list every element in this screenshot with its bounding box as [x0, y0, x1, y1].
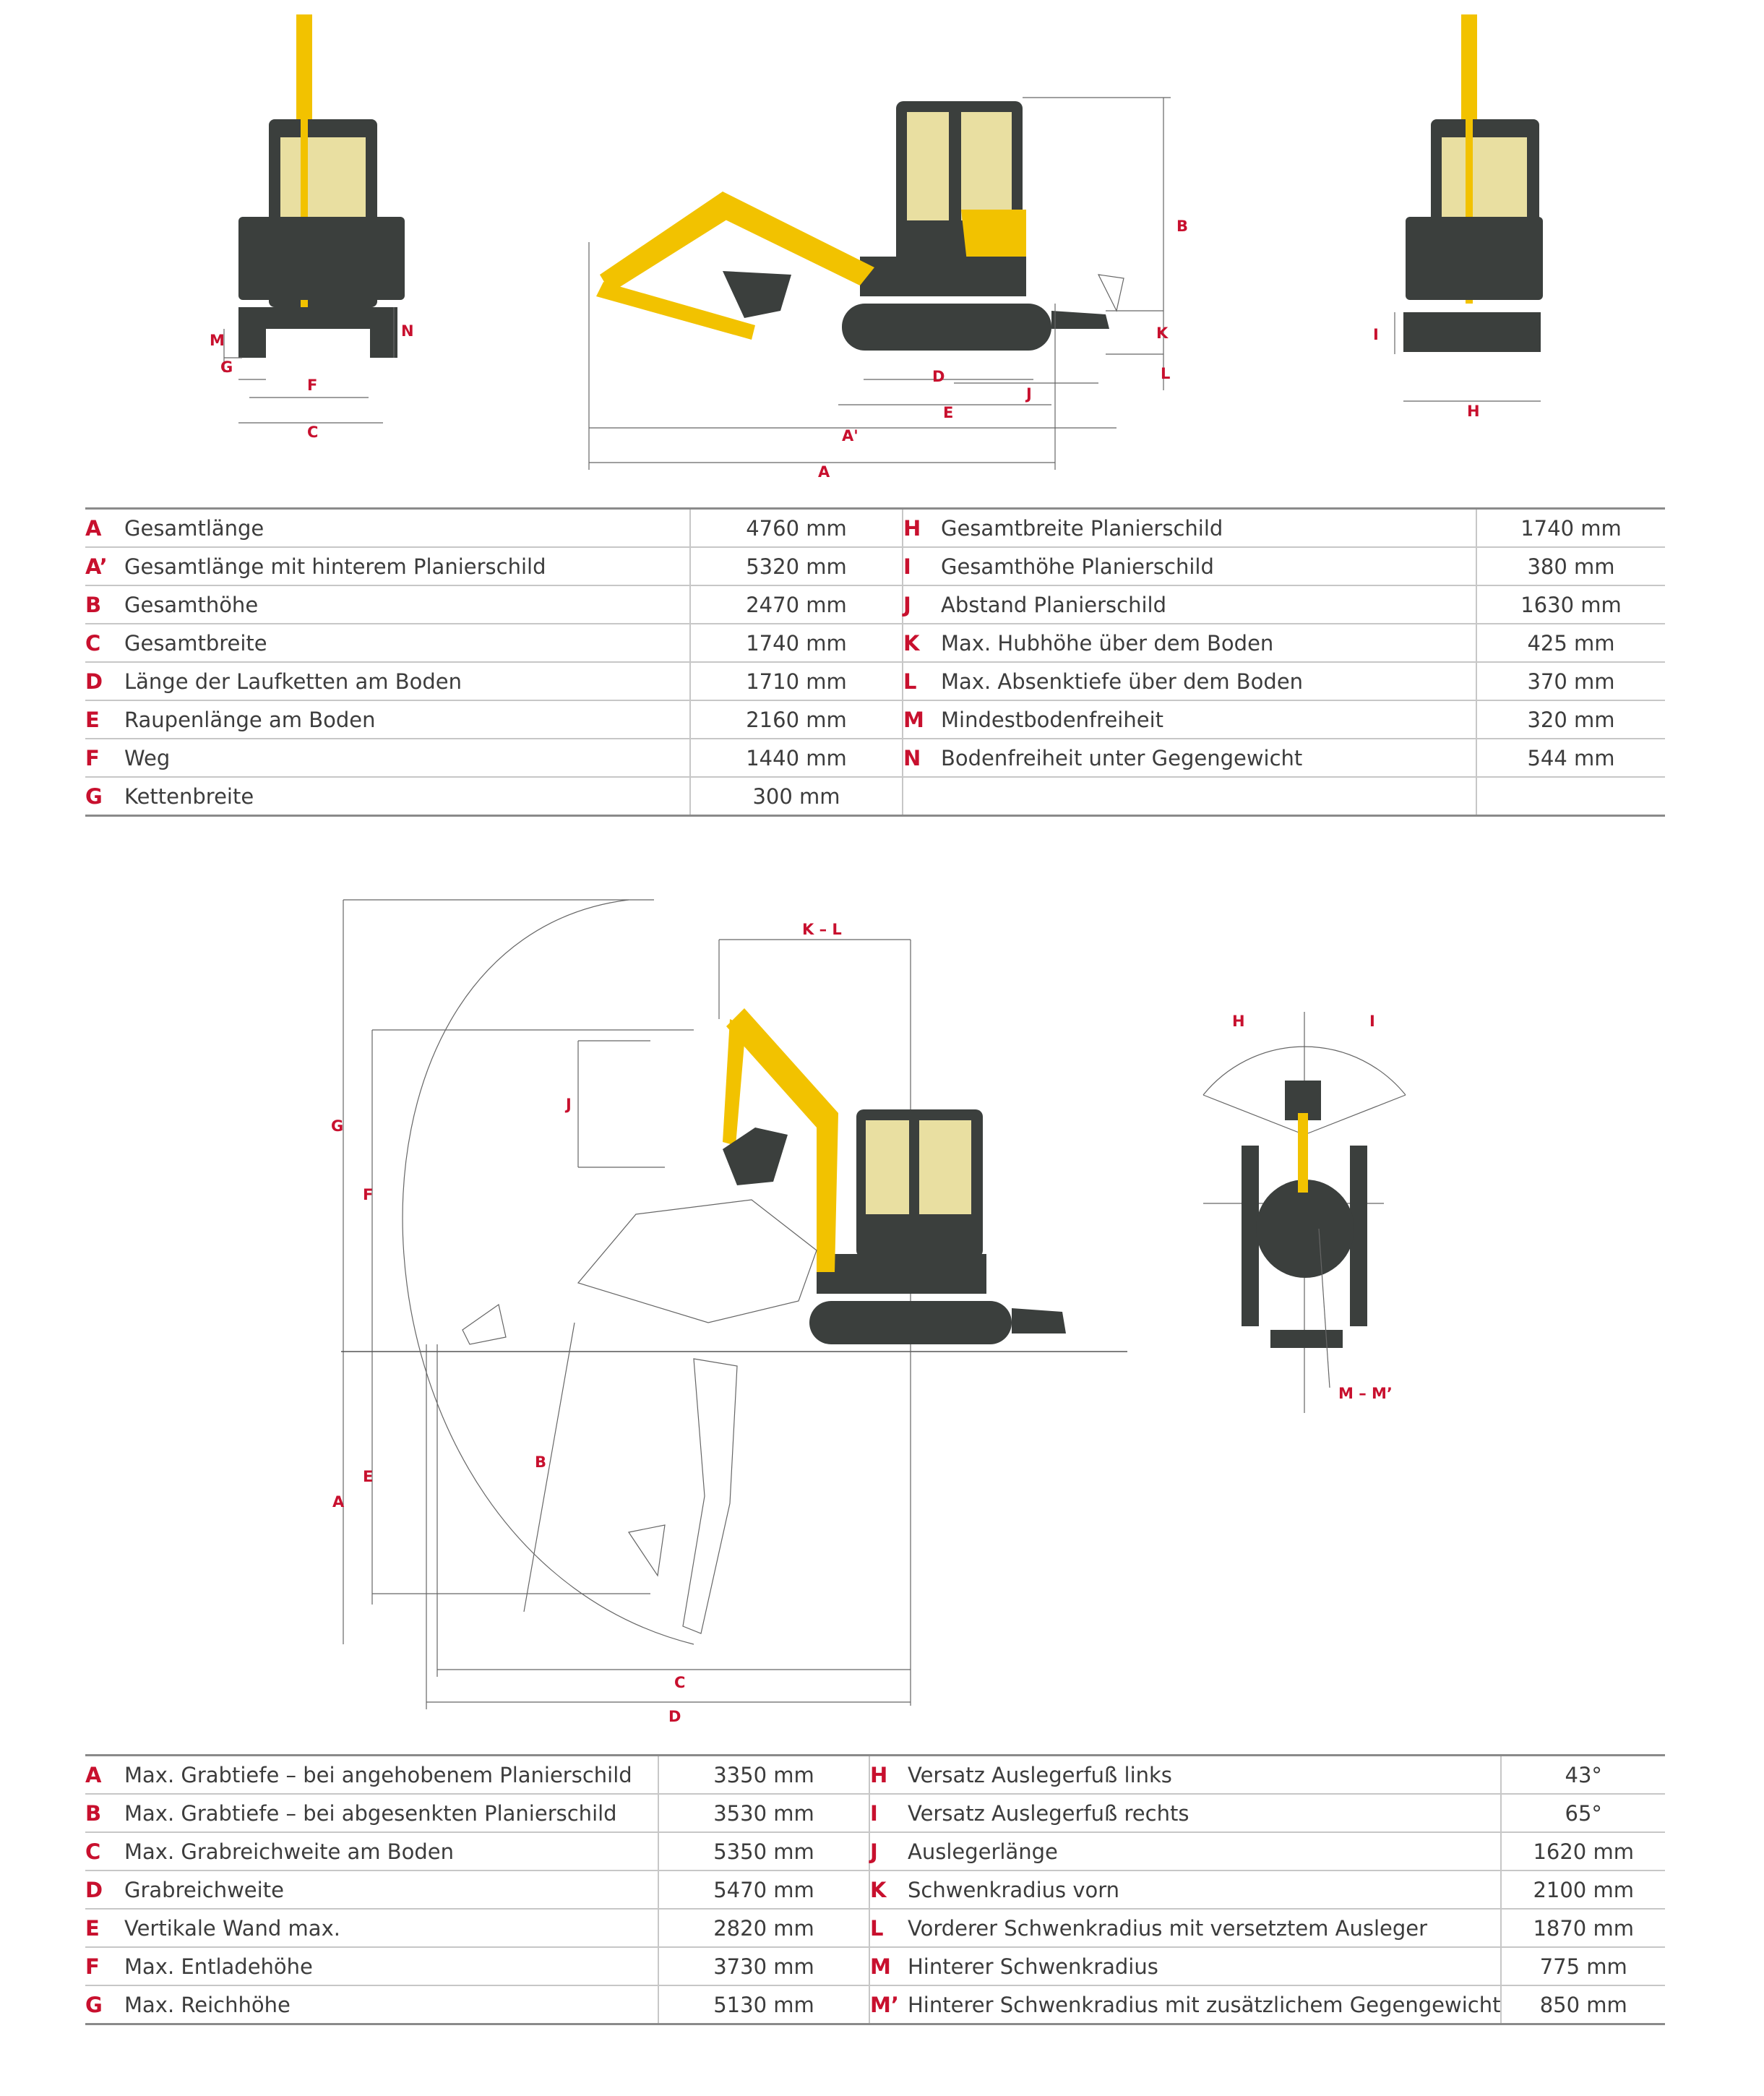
row-label: Mindestbodenfreiheit [941, 700, 1476, 739]
row-value: 775 mm [1501, 1947, 1665, 1985]
row-label: Hinterer Schwenkradius [908, 1947, 1501, 1985]
row-label: Bodenfreiheit unter Gegengewicht [941, 739, 1476, 777]
dimension-diagram-top [0, 0, 1764, 484]
range-label-C: C [674, 1674, 686, 1691]
top-view-machine [1203, 1012, 1406, 1413]
row-value: 370 mm [1476, 662, 1665, 700]
row-letter: G [85, 777, 124, 816]
row-label: Vertikale Wand max. [124, 1909, 658, 1947]
row-letter: I [869, 1794, 908, 1832]
range-label-D: D [668, 1708, 681, 1725]
row-letter: H [903, 509, 941, 548]
table-row [85, 700, 1665, 739]
table-row [85, 1870, 1665, 1909]
table-row [85, 585, 1665, 624]
row-letter: K [869, 1870, 908, 1909]
row-letter: E [85, 700, 124, 739]
row-label: Schwenkradius vorn [908, 1870, 1501, 1909]
row-letter: F [85, 1947, 124, 1985]
row-value: 1740 mm [690, 624, 903, 662]
row-label: Gesamthöhe Planierschild [941, 547, 1476, 585]
row-label: Hinterer Schwenkradius mit zusätzlichem Gegengewicht [908, 1985, 1501, 2024]
front-label-N: N [401, 322, 414, 340]
row-label [941, 777, 1476, 816]
side-label-A-prime: A' [842, 427, 859, 444]
row-value: 3730 mm [658, 1947, 869, 1985]
row-letter: J [903, 585, 941, 624]
table-row [85, 547, 1665, 585]
row-label: Max. Grabtiefe – bei angehobenem Planierschild [124, 1756, 658, 1795]
row-letter: D [85, 1870, 124, 1909]
row-label: Länge der Laufketten am Boden [124, 662, 690, 700]
table-row [85, 1909, 1665, 1947]
table-row [85, 662, 1665, 700]
row-value: 1620 mm [1501, 1832, 1665, 1870]
row-letter: C [85, 1832, 124, 1870]
top-label-I: I [1369, 1013, 1375, 1030]
row-label: Max. Grabtiefe – bei abgesenkten Planierschild [124, 1794, 658, 1832]
row-letter: M [903, 700, 941, 739]
row-letter: A’ [85, 547, 124, 585]
row-value: 5130 mm [658, 1985, 869, 2024]
row-value: 425 mm [1476, 624, 1665, 662]
row-letter: L [903, 662, 941, 700]
top-label-H: H [1232, 1013, 1245, 1030]
front-label-G: G [220, 358, 233, 376]
dimensions-table [85, 507, 1665, 817]
row-value: 2100 mm [1501, 1870, 1665, 1909]
row-value: 5320 mm [690, 547, 903, 585]
row-value: 5350 mm [658, 1832, 869, 1870]
row-letter [903, 777, 941, 816]
rear-label-H: H [1467, 403, 1480, 420]
row-value: 3350 mm [658, 1756, 869, 1795]
row-letter: L [869, 1909, 908, 1947]
row-label: Max. Absenktiefe über dem Boden [941, 662, 1476, 700]
row-label: Max. Reichhöhe [124, 1985, 658, 2024]
row-value: 43° [1501, 1756, 1665, 1795]
range-label-F: F [363, 1186, 374, 1203]
range-label-A: A [332, 1493, 345, 1511]
working-range-machine [462, 1008, 1066, 1633]
front-label-F: F [307, 377, 318, 394]
row-label: Max. Hubhöhe über dem Boden [941, 624, 1476, 662]
row-letter: F [85, 739, 124, 777]
row-value: 2820 mm [658, 1909, 869, 1947]
row-letter: M [869, 1947, 908, 1985]
working-range-diagram [0, 882, 1764, 1735]
range-label-J: J [566, 1096, 572, 1113]
row-value: 5470 mm [658, 1870, 869, 1909]
row-letter: B [85, 1794, 124, 1832]
row-label: Weg [124, 739, 690, 777]
row-value [1476, 777, 1665, 816]
row-value: 65° [1501, 1794, 1665, 1832]
row-value: 544 mm [1476, 739, 1665, 777]
side-label-K: K [1156, 325, 1169, 342]
table-row [85, 739, 1665, 777]
row-value: 300 mm [690, 777, 903, 816]
row-letter: N [903, 739, 941, 777]
row-value: 4760 mm [690, 509, 903, 548]
range-label-E: E [363, 1468, 374, 1485]
row-label: Gesamtbreite Planierschild [941, 509, 1476, 548]
row-letter: A [85, 1756, 124, 1795]
range-label-K-L: K – L [802, 921, 842, 938]
row-label: Vorderer Schwenkradius mit versetztem Ausleger [908, 1909, 1501, 1947]
row-letter: J [869, 1832, 908, 1870]
front-label-M: M [210, 332, 225, 349]
row-value: 1440 mm [690, 739, 903, 777]
row-letter: C [85, 624, 124, 662]
table-row [85, 1832, 1665, 1870]
side-label-D: D [932, 368, 945, 385]
front-label-C: C [307, 424, 319, 441]
row-value: 2470 mm [690, 585, 903, 624]
row-value: 1870 mm [1501, 1909, 1665, 1947]
row-label: Raupenlänge am Boden [124, 700, 690, 739]
side-view-machine [596, 101, 1124, 351]
top-label-M-M-prime: M – M’ [1338, 1385, 1393, 1402]
rear-view-machine [1403, 14, 1543, 352]
row-value: 1630 mm [1476, 585, 1665, 624]
row-label: Max. Grabreichweite am Boden [124, 1832, 658, 1870]
row-letter: B [85, 585, 124, 624]
rear-label-I: I [1373, 326, 1379, 343]
row-label: Grabreichweite [124, 1870, 658, 1909]
row-letter: I [903, 547, 941, 585]
row-label: Gesamtlänge mit hinterem Planierschild [124, 547, 690, 585]
row-letter: E [85, 1909, 124, 1947]
row-label: Max. Entladehöhe [124, 1947, 658, 1985]
table-row [85, 624, 1665, 662]
row-value: 1710 mm [690, 662, 903, 700]
row-letter: H [869, 1756, 908, 1795]
side-label-J: J [1026, 385, 1032, 403]
row-label: Versatz Auslegerfuß links [908, 1756, 1501, 1795]
row-label: Auslegerlänge [908, 1832, 1501, 1870]
row-letter: M’ [869, 1985, 908, 2024]
side-label-E: E [943, 404, 954, 421]
table-row [85, 1756, 1665, 1795]
row-label: Abstand Planierschild [941, 585, 1476, 624]
range-label-B: B [535, 1453, 547, 1471]
row-value: 850 mm [1501, 1985, 1665, 2024]
row-letter: G [85, 1985, 124, 2024]
front-view-machine [238, 14, 405, 358]
row-letter: K [903, 624, 941, 662]
table-row [85, 509, 1665, 548]
table-row [85, 1794, 1665, 1832]
row-value: 1740 mm [1476, 509, 1665, 548]
row-label: Gesamthöhe [124, 585, 690, 624]
row-label: Gesamtlänge [124, 509, 690, 548]
row-letter: D [85, 662, 124, 700]
table-row [85, 1985, 1665, 2024]
table-row [85, 1947, 1665, 1985]
row-value: 320 mm [1476, 700, 1665, 739]
side-label-A: A [818, 463, 830, 481]
row-value: 3530 mm [658, 1794, 869, 1832]
row-value: 2160 mm [690, 700, 903, 739]
range-label-G: G [331, 1117, 344, 1135]
side-label-B: B [1176, 218, 1189, 235]
working-range-table [85, 1754, 1665, 2025]
side-label-L: L [1161, 365, 1171, 382]
row-label: Versatz Auslegerfuß rechts [908, 1794, 1501, 1832]
row-label: Kettenbreite [124, 777, 690, 816]
row-letter: A [85, 509, 124, 548]
row-value: 380 mm [1476, 547, 1665, 585]
row-label: Gesamtbreite [124, 624, 690, 662]
table-row [85, 777, 1665, 816]
